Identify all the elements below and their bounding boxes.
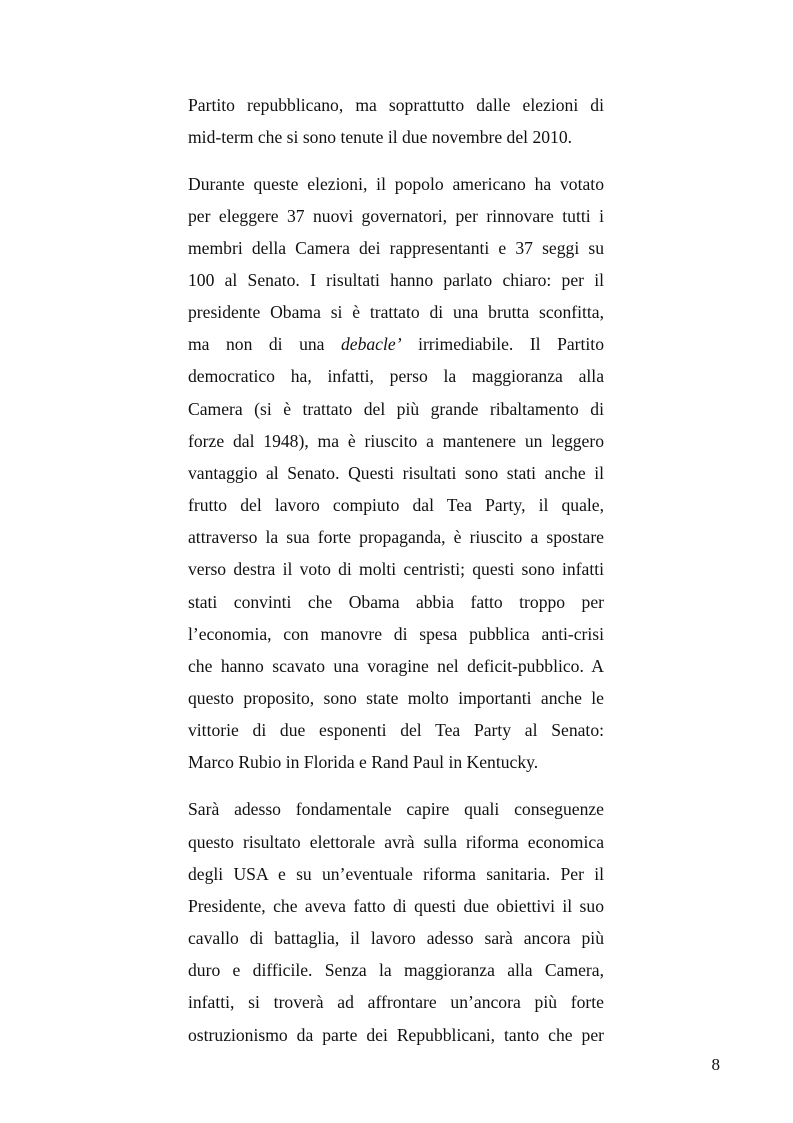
text-line: forze dal 1948), ma è riuscito a mantenere un leggero <box>188 431 604 451</box>
text-line: verso destra il voto di molti centristi; questi sono infatti <box>188 559 604 579</box>
text-line: membri della Camera dei rappresentanti e 37 seggi su <box>188 238 604 258</box>
italic-term: debacle’ <box>340 334 402 354</box>
text-line: Camera (si è trattato del più grande ribaltamento di <box>188 399 604 419</box>
text-line: infatti, si troverà ad affrontare un’ancora più forte <box>188 992 604 1012</box>
text-line: presidente Obama si è trattato di una brutta sconfitta, <box>188 302 604 322</box>
text-line: Durante queste elezioni, il popolo americano ha votato <box>188 174 604 194</box>
text-line: mid-term che si sono tenute il due novembre del 2010. <box>188 127 573 147</box>
text-line: Sarà adesso fondamentale capire quali conseguenze <box>188 799 604 819</box>
text-line: per eleggere 37 nuovi governatori, per rinnovare tutti i <box>188 206 604 226</box>
text-line: vittorie di due esponenti del Tea Party al Senato: <box>188 720 604 740</box>
text-line: ostruzionismo da parte dei Repubblicani, tanto che per <box>188 1025 604 1045</box>
text-line: questo proposito, sono state molto importanti anche le <box>188 688 604 708</box>
text-line: vantaggio al Senato. Questi risultati sono stati anche il <box>188 463 604 483</box>
text-line: stati convinti che Obama abbia fatto troppo per <box>188 592 604 612</box>
text-line: questo risultato elettorale avrà sulla riforma economica <box>188 832 604 852</box>
text-line: Partito repubblicano, ma soprattutto dalle elezioni di <box>188 95 604 115</box>
text-line: duro e difficile. Senza la maggioranza alla Camera, <box>188 960 604 980</box>
text-line: frutto del lavoro compiuto dal Tea Party, il quale, <box>188 495 604 515</box>
text-line: degli USA e su un’eventuale riforma sanitaria. Per il <box>188 864 604 884</box>
text-line: 100 al Senato. I risultati hanno parlato chiaro: per il <box>188 270 604 290</box>
page-number: 8 <box>711 1055 720 1074</box>
text-line: Marco Rubio in Florida e Rand Paul in Kentucky. <box>188 752 539 772</box>
text-line: democratico ha, infatti, perso la maggioranza alla <box>188 366 604 386</box>
text-line: attraverso la sua forte propaganda, è riuscito a spostare <box>188 527 604 547</box>
text-line: che hanno scavato una voragine nel deficit-pubblico. A <box>188 656 604 676</box>
text-line: ma non di una debacle’ irrimediabile. Il Partito <box>188 334 604 354</box>
text-line: cavallo di battaglia, il lavoro adesso sarà ancora più <box>188 928 604 948</box>
text-line: Presidente, che aveva fatto di questi due obiettivi il suo <box>188 896 604 916</box>
text-line: l’economia, con manovre di spesa pubblica anti-crisi <box>188 624 604 644</box>
